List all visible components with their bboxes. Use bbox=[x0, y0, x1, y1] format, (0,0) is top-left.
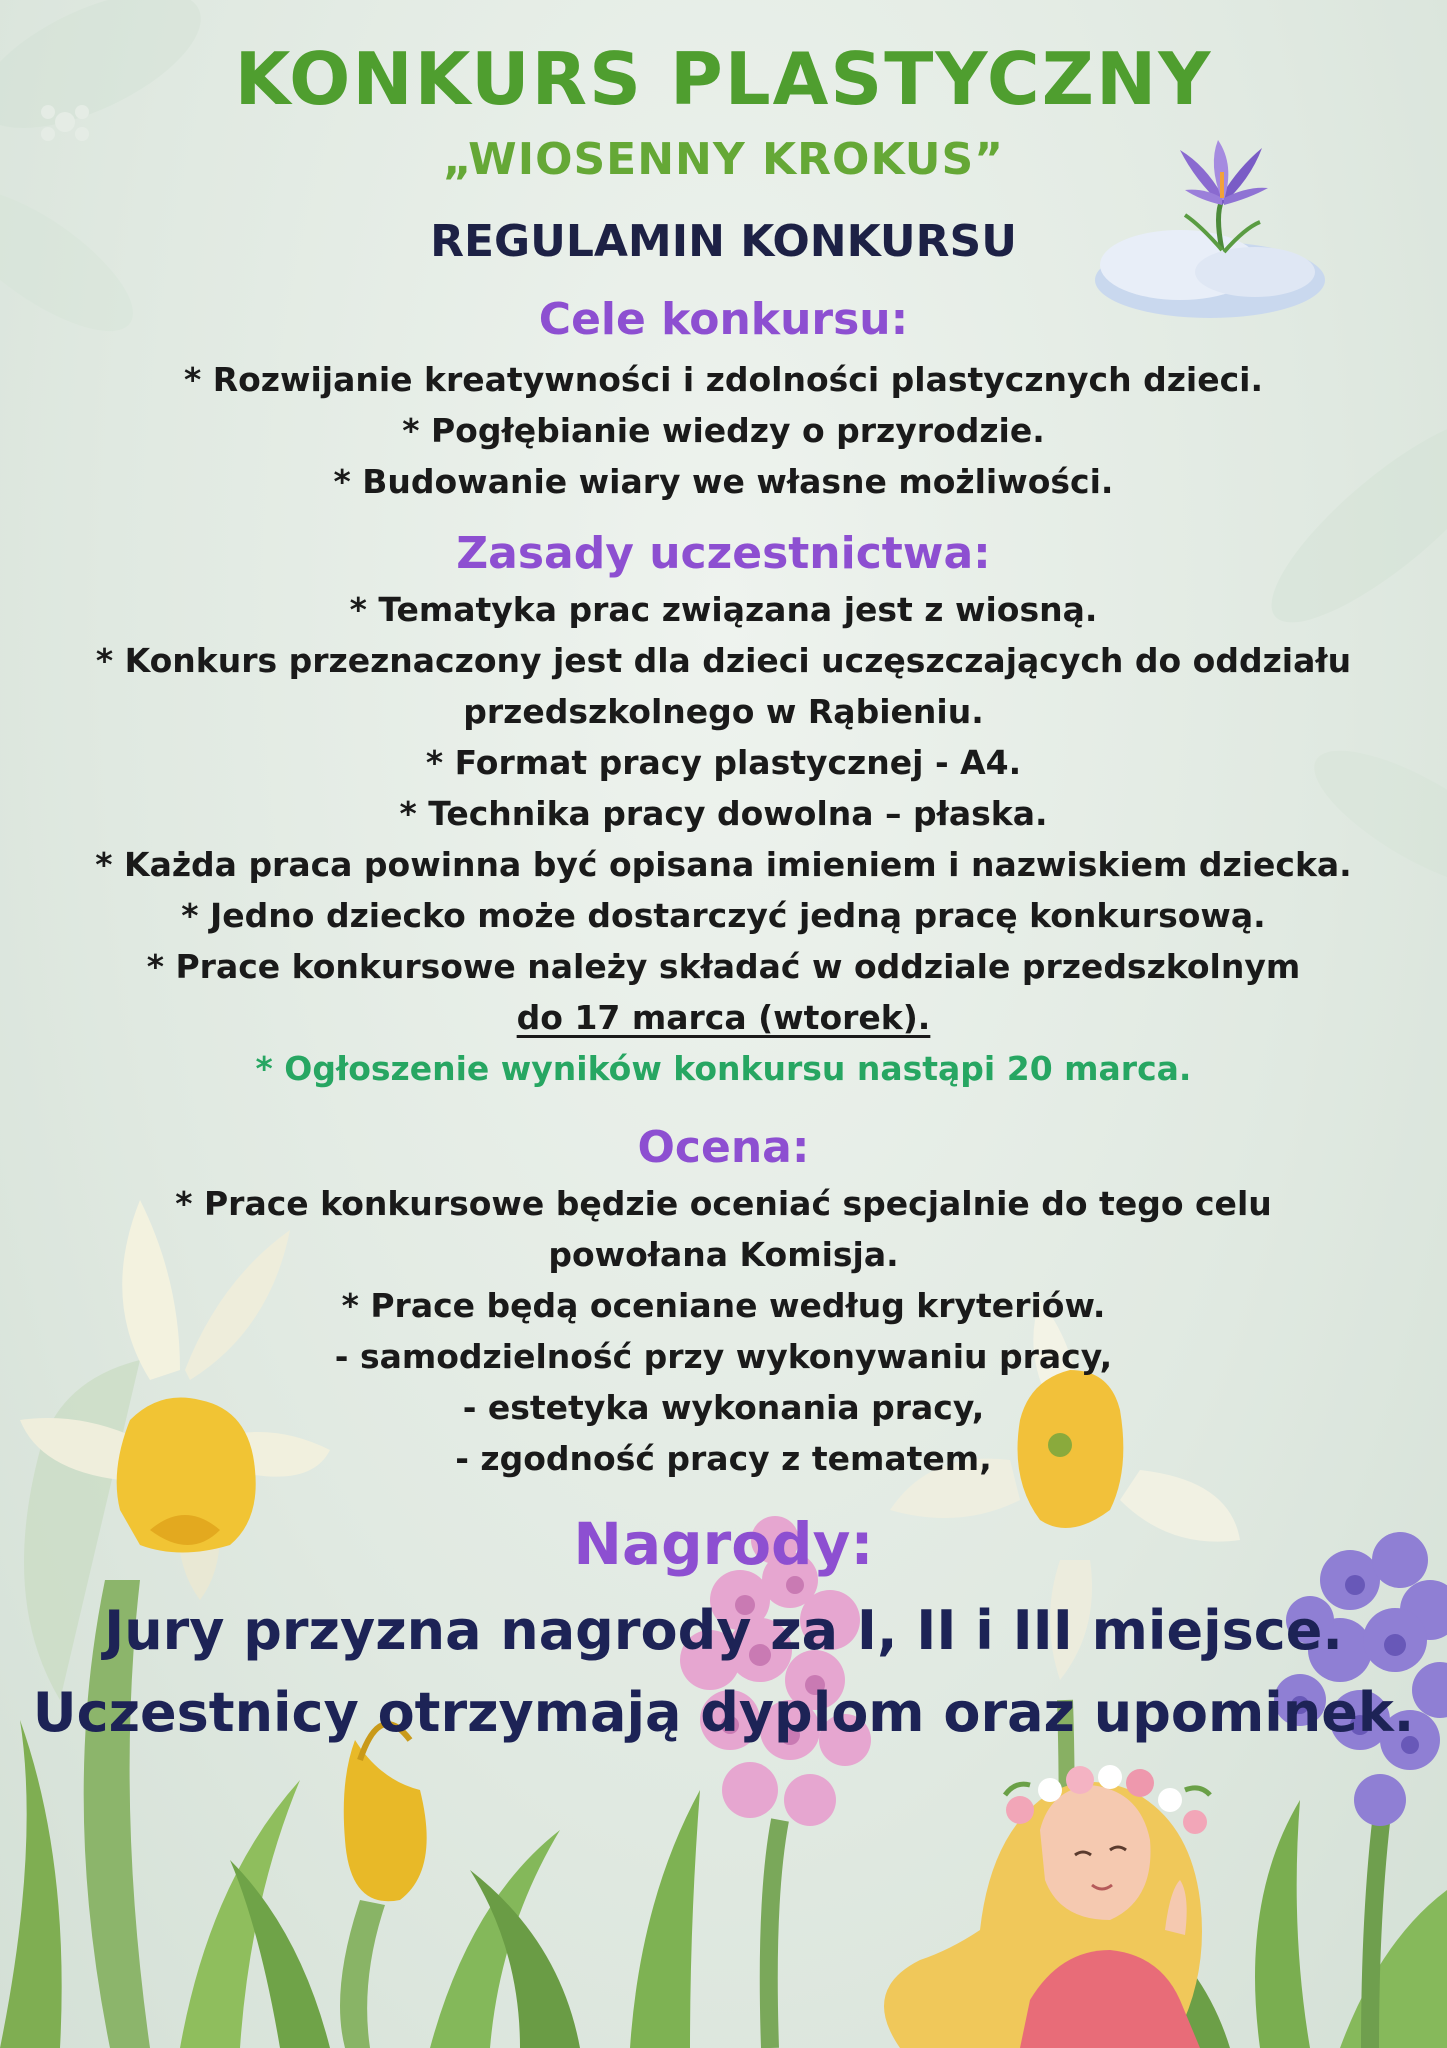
zasady-item: * Każda praca powinna być opisana imieniem i nazwiskiem dziecka. bbox=[95, 845, 1352, 884]
ocena-list bbox=[0, 1178, 1447, 1484]
zasady-item: * Prace konkursowe należy składać w oddziale przedszkolnym bbox=[146, 947, 1301, 986]
regulamin-title: REGULAMIN KONKURSU bbox=[430, 216, 1017, 267]
spring-girl-icon bbox=[884, 1765, 1210, 2048]
zasady-heading: Zasady uczestnictwa: bbox=[456, 528, 991, 579]
ocena-item: - samodzielność przy wykonywaniu pracy, bbox=[334, 1337, 1113, 1376]
cele-item: * Pogłębianie wiedzy o przyrodzie. bbox=[402, 411, 1045, 450]
ocena-item: - zgodność pracy z tematem, bbox=[455, 1439, 992, 1478]
ocena-item: * Prace będą oceniane według kryteriów. bbox=[341, 1286, 1106, 1325]
ocena-item: - estetyka wykonania pracy, bbox=[462, 1388, 985, 1427]
zasady-item: przedszkolnego w Rąbieniu. bbox=[463, 692, 984, 731]
zasady-item: * Format pracy plastycznej - A4. bbox=[425, 743, 1022, 782]
yellow-bud-icon bbox=[340, 1724, 427, 2048]
cele-item: * Budowanie wiary we własne możliwości. bbox=[333, 462, 1114, 501]
zasady-item: * Tematyka prac związana jest z wiosną. bbox=[349, 590, 1098, 629]
deadline-text: do 17 marca (wtorek). bbox=[516, 998, 931, 1037]
zasady-item: * Technika pracy dowolna – płaska. bbox=[399, 794, 1048, 833]
grass-icon bbox=[0, 1720, 1447, 2048]
ocena-item: * Prace konkursowe będzie oceniać specjalnie do tego celu bbox=[175, 1184, 1272, 1223]
zasady-item: * Konkurs przeznaczony jest dla dzieci uczęszczających do oddziału bbox=[95, 641, 1352, 680]
cele-heading: Cele konkursu: bbox=[538, 294, 909, 345]
cele-list bbox=[0, 354, 1447, 507]
cele-item: * Rozwijanie kreatywności i zdolności plastycznych dzieci. bbox=[183, 360, 1264, 399]
contest-title: KONKURS PLASTYCZNY bbox=[234, 37, 1213, 121]
prize-line-2: Uczestnicy otrzymają dyplom oraz upominek. bbox=[32, 1681, 1415, 1744]
zasady-item: * Jedno dziecko może dostarczyć jedną pracę konkursową. bbox=[181, 896, 1266, 935]
results-announcement: * Ogłoszenie wyników konkursu nastąpi 20 marca. bbox=[255, 1049, 1192, 1088]
contest-subtitle: „WIOSENNY KROKUS” bbox=[442, 134, 1005, 185]
ocena-item: powołana Komisja. bbox=[548, 1235, 899, 1274]
nagrody-heading: Nagrody: bbox=[573, 1510, 874, 1578]
ocena-heading: Ocena: bbox=[637, 1122, 810, 1173]
prize-line-1: Jury przyzna nagrody za I, II i III miejsce. bbox=[104, 1599, 1343, 1662]
zasady-list bbox=[0, 584, 1447, 1094]
